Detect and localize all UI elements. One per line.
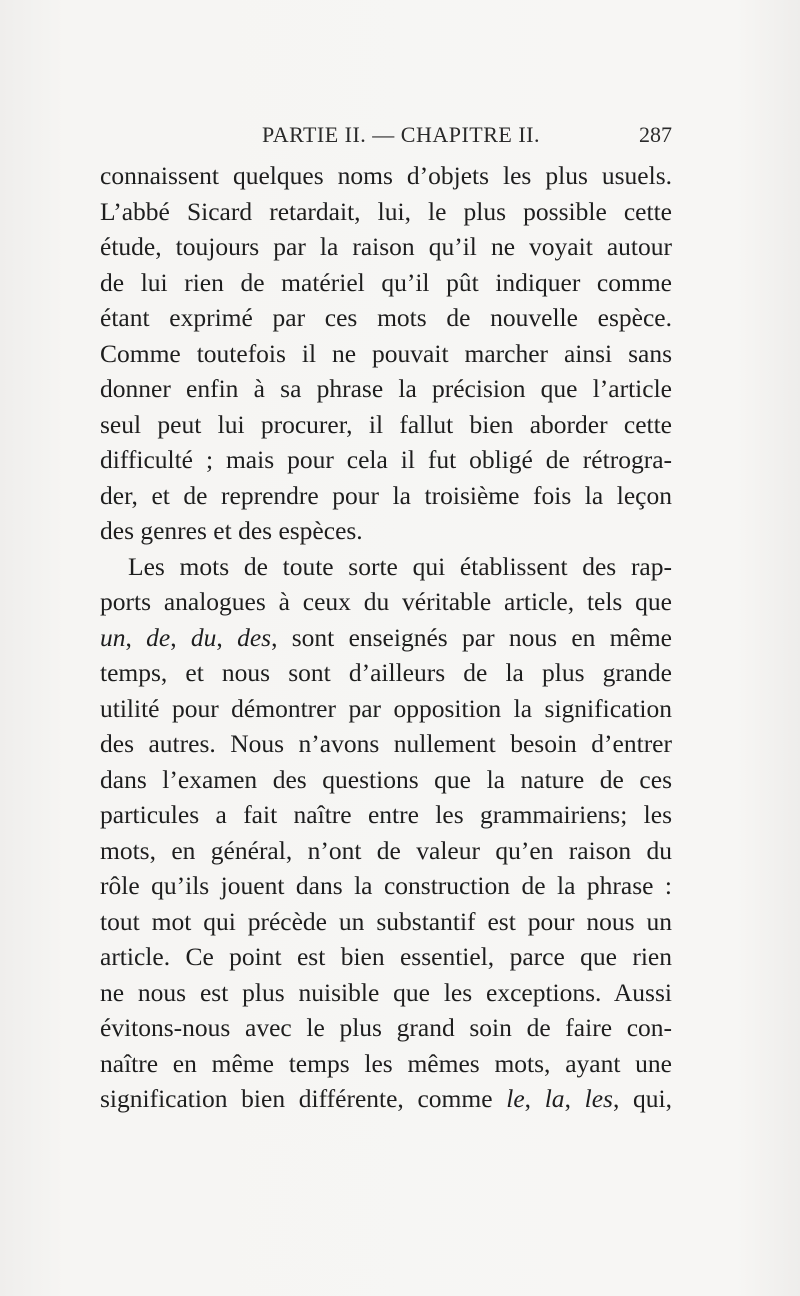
text-line: connaissent quelques noms d’objets les plus usuels. [100, 161, 672, 190]
text-line: rôle qu’ils jouent dans la construction de la phrase : [100, 871, 672, 900]
page-number: 287 [639, 122, 672, 147]
text-line: évitons-nous avec le plus grand soin de faire con- [100, 1013, 672, 1042]
text-line: des autres. Nous n’avons nullement besoin d’entrer [100, 729, 672, 758]
text-line: temps, et nous sont d’ailleurs de la plus grande [100, 658, 672, 687]
running-title: PARTIE II. — CHAPITRE II. [261, 122, 541, 147]
text-line: donner enfin à sa phrase la précision que l’article [100, 374, 672, 403]
text-line-italic-examples: un, de, du, des, sont enseignés par nous en même [100, 622, 672, 652]
text-line: ports analogues à ceux du véritable article, tels que [100, 587, 672, 616]
text-line-paragraph-start: Les mots de toute sorte qui établissent des rap- [128, 551, 672, 581]
text-line: utilité pour démontrer par opposition la signification [100, 693, 672, 723]
text-line: étant exprimé par ces mots de nouvelle espèce. [100, 303, 672, 332]
text-line-paragraph-end: des genres et des espèces. [100, 516, 363, 545]
text-line: Comme toutefois il ne pouvait marcher ainsi sans [100, 338, 672, 368]
text-line: L’abbé Sicard retardait, lui, le plus possible cette [100, 196, 672, 226]
text-line: de lui rien de matériel qu’il pût indiquer comme [100, 267, 672, 297]
text-line: naître en même temps les mêmes mots, ayant une [100, 1048, 672, 1078]
text-line: dans l’examen des questions que la nature de ces [100, 764, 672, 794]
text-line: article. Ce point est bien essentiel, parce que rien [100, 942, 672, 971]
body-text [100, 158, 672, 1117]
text-line-italic-examples: signification bien différente, comme le, la, les, qui, [100, 1084, 672, 1113]
text-line: mots, en général, n’ont de valeur qu’en raison du [100, 835, 672, 865]
text-line: seul peut lui procurer, il fallut bien aborder cette [100, 409, 672, 439]
text-line: der, et de reprendre pour la troisième fois la leçon [100, 480, 672, 510]
text-line: tout mot qui précède un substantif est pour nous un [100, 906, 672, 936]
text-line: ne nous est plus nuisible que les exceptions. Aussi [100, 977, 672, 1007]
running-head [100, 118, 672, 148]
text-line: étude, toujours par la raison qu’il ne voyait autour [100, 232, 672, 261]
text-line: difficulté ; mais pour cela il fut obligé de rétrogra- [100, 445, 672, 474]
text-line: particules a fait naître entre les grammairiens; les [100, 800, 672, 829]
